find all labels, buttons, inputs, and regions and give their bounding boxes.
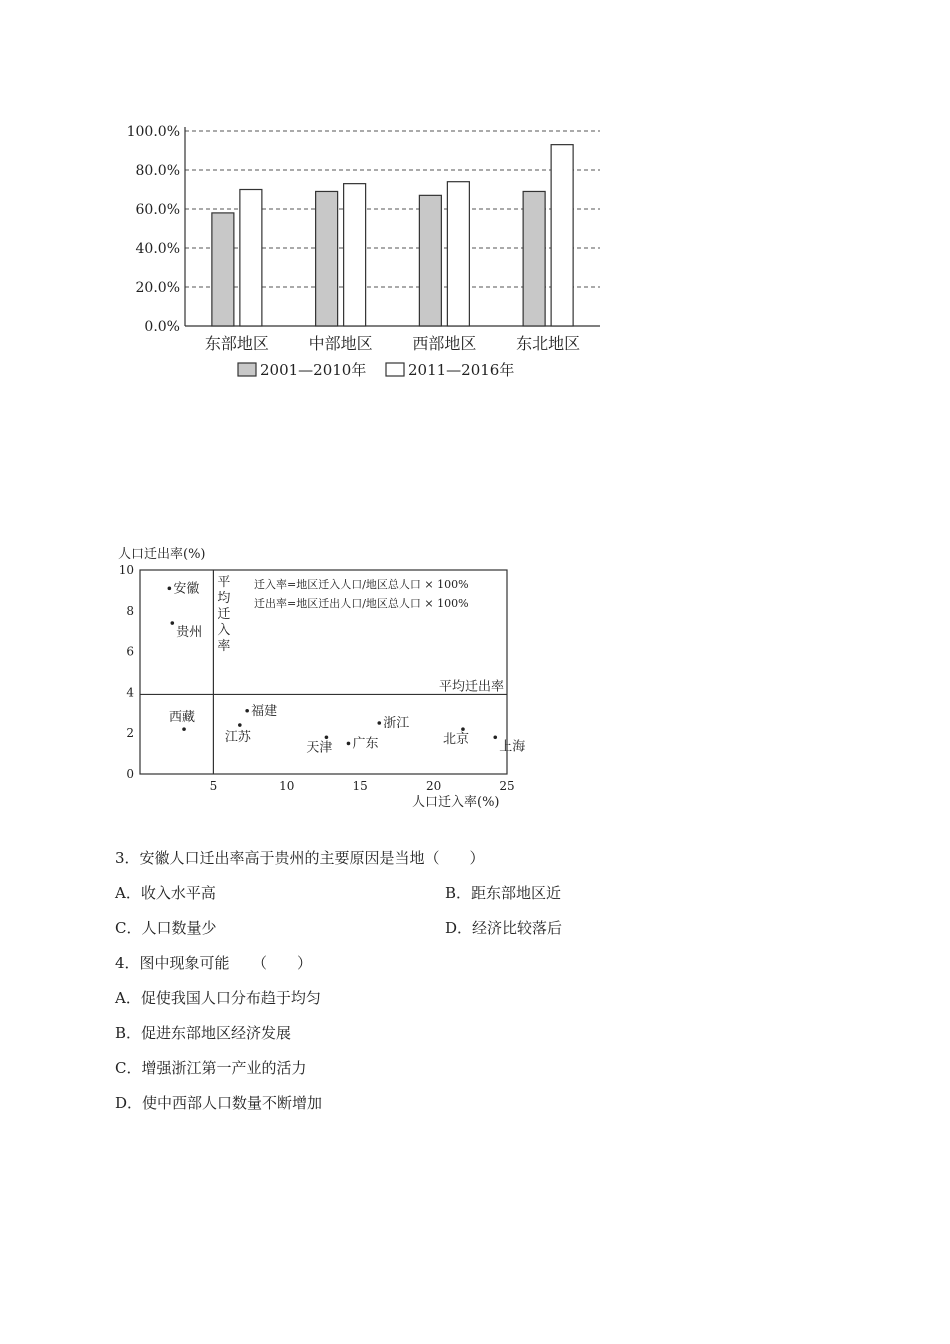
bar-2011-2016	[447, 182, 469, 326]
scatter-point-label: 天津	[306, 740, 333, 756]
bar-x-tick-label: 中部地区	[308, 334, 373, 353]
scatter-y-tick-label: 0	[126, 767, 134, 781]
bar-chart-x-ticks	[205, 334, 580, 353]
bar-x-tick-label: 东北地区	[516, 334, 581, 353]
scatter-point-label: 北京	[442, 732, 469, 748]
bar-2011-2016	[344, 184, 366, 326]
scatter-point	[377, 721, 381, 725]
question-3-option-a: A．收入水平高	[115, 884, 216, 902]
bar-y-tick-label: 20.0%	[135, 280, 180, 296]
average-in-rate-label: 平均迁入率	[217, 575, 231, 654]
scatter-point	[238, 723, 242, 727]
bar-y-tick-label: 0.0%	[144, 319, 180, 335]
bar-y-tick-label: 40.0%	[135, 241, 180, 257]
question-4-option-c: C．增强浙江第一产业的活力	[115, 1059, 307, 1077]
scatter-point-label: 安徽	[173, 581, 200, 597]
bar-x-tick-label: 西部地区	[412, 334, 477, 353]
legend-swatch	[386, 363, 404, 376]
question-4-option-d: D．使中西部人口数量不断增加	[115, 1094, 323, 1112]
scatter-point	[170, 621, 174, 625]
scatter-y-tick-label: 8	[126, 603, 134, 618]
scatter-x-axis-label: 人口迁入率(%)	[412, 795, 500, 810]
scatter-x-tick-label: 15	[352, 779, 368, 793]
bar-y-tick-label: 100.0%	[126, 124, 180, 140]
question-3-option-d: D．经济比较落后	[445, 919, 563, 937]
scatter-y-tick-label: 2	[126, 726, 134, 741]
scatter-x-tick-label: 20	[425, 779, 442, 793]
scatter-point	[325, 735, 329, 739]
scatter-point	[347, 742, 351, 746]
scatter-point-label: 贵州	[176, 625, 203, 641]
scatter-x-tick-label: 5	[209, 779, 218, 793]
scatter-point	[168, 587, 172, 591]
bar-chart	[110, 115, 610, 395]
bar-2011-2016	[240, 190, 262, 327]
scatter-point-label: 江苏	[224, 730, 251, 746]
scatter-x-tick-label: 25	[499, 779, 515, 793]
average-out-rate-label: 平均迁出率	[438, 679, 504, 695]
bar-x-tick-label: 东部地区	[204, 334, 269, 353]
formula-in-rate: 迁入率=地区迁入人口/地区总人口 × 100%	[254, 578, 469, 591]
scatter-y-axis-label: 人口迁出率(%)	[118, 547, 206, 562]
scatter-point	[245, 709, 249, 713]
bar-y-tick-label: 60.0%	[135, 202, 180, 218]
bar-chart-bars	[212, 145, 573, 326]
bar-2001-2010	[419, 195, 441, 326]
formula-out-rate: 迁出率=地区迁出人口/地区总人口 × 100%	[254, 597, 469, 610]
scatter-x-tick-label: 10	[279, 779, 295, 793]
bar-chart-y-ticks	[127, 124, 180, 335]
scatter-point-label: 上海	[499, 739, 526, 755]
scatter-y-tick-label: 10	[118, 563, 134, 577]
legend-label: 2011—2016年	[408, 361, 515, 379]
question-4-option-a: A．促使我国人口分布趋于均匀	[115, 989, 321, 1007]
scatter-point-label: 西藏	[169, 710, 196, 726]
scatter-point	[461, 727, 465, 731]
question-4-stem: 4．图中现象可能 （ ）	[115, 954, 313, 972]
scatter-point-label: 福建	[251, 703, 278, 719]
question-3-stem: 3．安徽人口迁出率高于贵州的主要原因是当地（ ）	[115, 849, 485, 867]
scatter-chart	[100, 538, 530, 818]
bar-2011-2016	[551, 145, 573, 326]
legend-label: 2001—2010年	[260, 361, 367, 379]
question-4-option-b: B．促进东部地区经济发展	[115, 1024, 292, 1042]
scatter-point-label: 浙江	[383, 716, 410, 731]
bar-2001-2010	[316, 191, 338, 326]
bar-y-tick-label: 80.0%	[135, 163, 180, 179]
bar-2001-2010	[212, 213, 234, 326]
scatter-point-label: 广东	[352, 736, 379, 752]
question-3-option-b: B．距东部地区近	[445, 884, 562, 902]
scatter-y-tick-label: 4	[126, 685, 134, 700]
scatter-point	[493, 735, 497, 739]
scatter-point	[182, 727, 186, 731]
bar-2001-2010	[523, 191, 545, 326]
bar-chart-legend	[238, 361, 514, 379]
legend-swatch	[238, 363, 256, 376]
question-3-option-c: C．人口数量少	[115, 919, 217, 937]
scatter-y-tick-label: 6	[126, 644, 134, 659]
